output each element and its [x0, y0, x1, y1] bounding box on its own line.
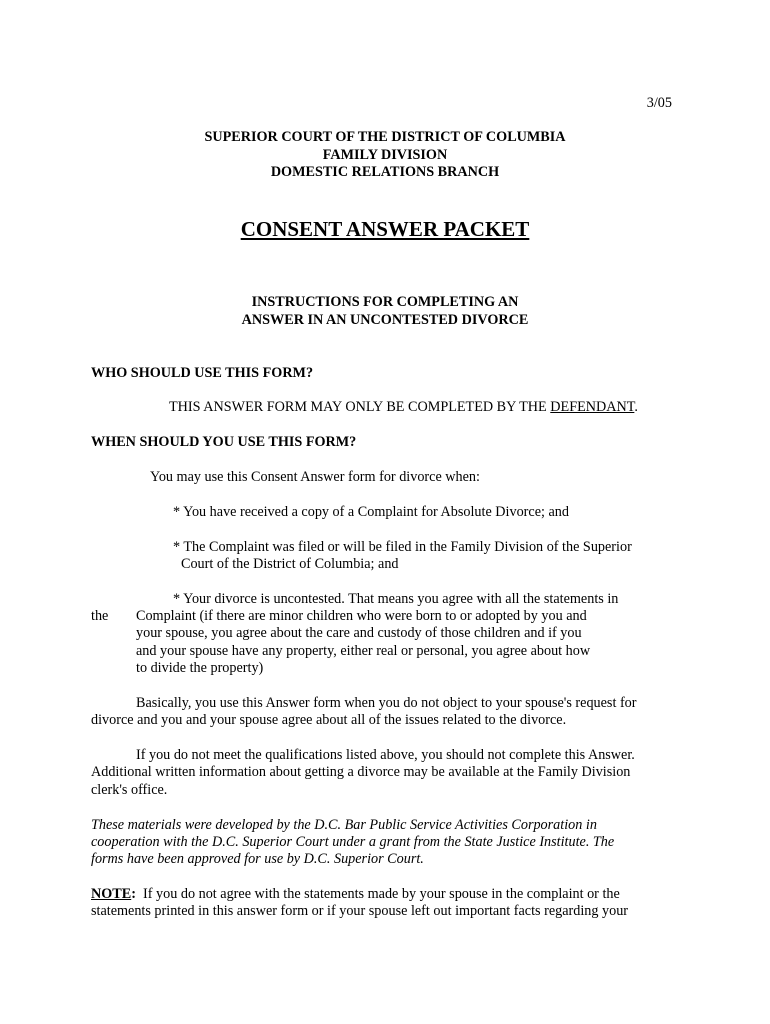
credit-line-3: forms have been approved for use by D.C. Superior Court. — [91, 851, 424, 867]
qualifications-line-1: If you do not meet the qualifications listed above, you should not complete this Answer. — [136, 747, 635, 763]
page-title: CONSENT ANSWER PACKET — [240, 217, 530, 241]
credit-line-2: cooperation with the D.C. Superior Court under a grant from the State Justice Institute. The — [91, 834, 615, 850]
note-line-2: statements printed in this answer form or if your spouse left out important facts regarding your — [91, 903, 629, 919]
revision-date: 3/05 — [646, 95, 672, 111]
who-period: . — [634, 399, 638, 415]
court-branch: DOMESTIC RELATIONS BRANCH — [270, 164, 500, 180]
note-line-1 — [91, 886, 620, 904]
defendant-term: DEFENDANT — [550, 399, 635, 415]
credit-line-1: These materials were developed by the D.C. Bar Public Service Activities Corporation in — [91, 817, 597, 833]
who-text: THIS ANSWER FORM MAY ONLY BE COMPLETED BY THE — [169, 399, 551, 415]
bullet-item-3-line-5: to divide the property) — [136, 660, 264, 676]
bullet-item-3-line-4: and your spouse have any property, either real or personal, you agree about how — [136, 643, 591, 659]
bullet-item-1: * You have received a copy of a Complaint for Absolute Divorce; and — [173, 504, 569, 520]
note-label: NOTE — [91, 886, 132, 902]
bullet-item-3-line-3: your spouse, you agree about the care and custody of those children and if you — [136, 625, 582, 641]
instructions-title — [0, 294, 770, 329]
qualifications-line-2: Additional written information about getting a divorce may be available at the Family Division — [91, 764, 631, 780]
instructions-line-2: ANSWER IN AN UNCONTESTED DIVORCE — [241, 311, 529, 328]
when-intro: You may use this Consent Answer form for divorce when: — [150, 469, 480, 485]
note-colon: : — [131, 886, 136, 902]
who-statement — [169, 399, 638, 417]
basically-line-2: divorce and you and your spouse agree about all of the issues related to the divorce. — [91, 712, 567, 728]
bullet-item-3-line-2: Complaint (if there are minor children who were born to or adopted by you and — [136, 608, 587, 624]
who-heading: WHO SHOULD USE THIS FORM? — [91, 365, 314, 381]
note-text: If you do not agree with the statements made by your spouse in the complaint or the — [135, 886, 620, 902]
basically-line-1: Basically, you use this Answer form when you do not object to your spouse's request for — [136, 695, 637, 711]
court-header — [0, 129, 770, 182]
bullet-item-3-the: the — [91, 608, 109, 624]
court-division: FAMILY DIVISION — [322, 146, 448, 163]
bullet-item-2-line-1: * The Complaint was filed or will be filed in the Family Division of the Superior — [173, 539, 632, 555]
bullet-item-2-line-2: Court of the District of Columbia; and — [181, 556, 399, 572]
bullet-item-3-line-1: * Your divorce is uncontested. That means you agree with all the statements in — [173, 591, 619, 607]
court-name: SUPERIOR COURT OF THE DISTRICT OF COLUMBIA — [204, 129, 566, 145]
when-heading: WHEN SHOULD YOU USE THIS FORM? — [91, 434, 357, 450]
instructions-line-1: INSTRUCTIONS FOR COMPLETING AN — [251, 294, 519, 310]
qualifications-line-3: clerk's office. — [91, 782, 168, 798]
